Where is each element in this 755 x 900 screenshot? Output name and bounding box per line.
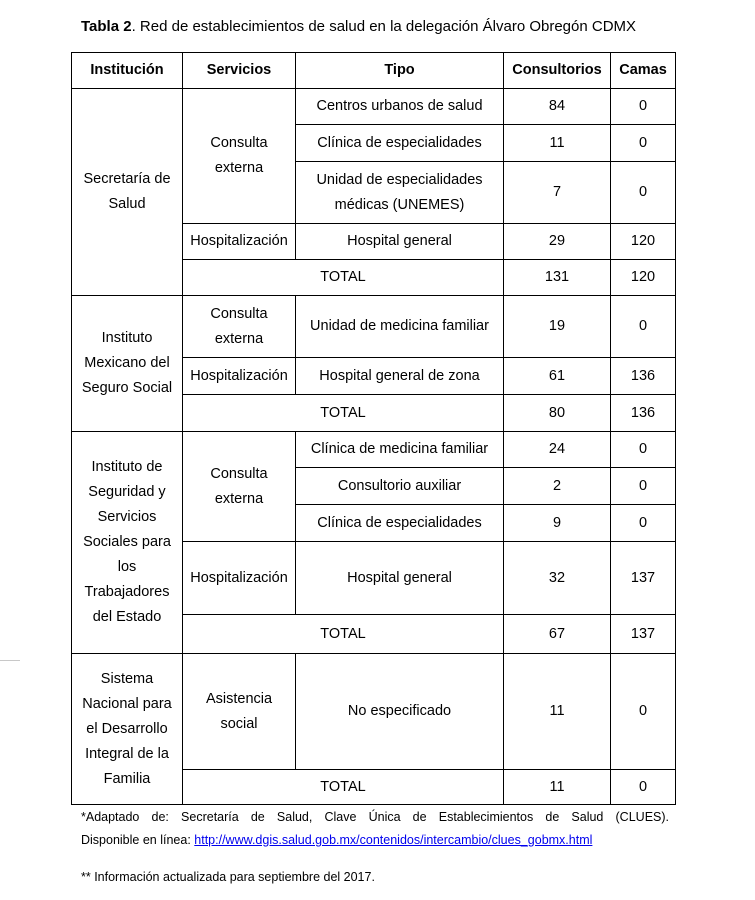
total-label: TOTAL [183,395,504,432]
institution-cell: Secretaría de Salud [72,89,183,296]
header-row [72,53,676,89]
consultorios-cell: 11 [504,125,611,162]
consultorios-cell: 7 [504,162,611,224]
camas-cell: 0 [611,432,676,468]
total-label: TOTAL [183,770,504,805]
update-footnote: ** Información actualizada para septiembre del 2017. [81,870,375,884]
tipo-cell: Consultorio auxiliar [296,468,504,505]
tipo-cell: Hospital general [296,542,504,615]
consultorios-cell: 9 [504,505,611,542]
service-cell: Consulta externa [183,432,296,542]
health-facilities-table [71,52,676,805]
table-row [72,89,676,125]
camas-cell: 0 [611,296,676,358]
header-servicios: Servicios [183,53,296,89]
camas-cell: 0 [611,505,676,542]
tipo-cell: No especificado [296,654,504,770]
header-tipo: Tipo [296,53,504,89]
camas-cell: 137 [611,542,676,615]
camas-cell: 0 [611,89,676,125]
total-label: TOTAL [183,260,504,296]
institution-cell: Sistema Nacional para el Desarrollo Integral de la Familia [72,654,183,805]
service-cell: Asistencia social [183,654,296,770]
page-edge-mark [0,660,20,661]
clues-link[interactable]: http://www.dgis.salud.gob.mx/contenidos/intercambio/clues_gobmx.html [194,833,593,847]
consultorios-cell: 61 [504,358,611,395]
available-label: Disponible en línea: [81,833,195,847]
tipo-cell: Clínica de especialidades [296,505,504,542]
camas-cell: 0 [611,125,676,162]
header-consultorios: Consultorios [504,53,611,89]
caption-label: Tabla 2 [81,18,132,35]
table-row [72,432,676,468]
header-camas: Camas [611,53,676,89]
tipo-cell: Clínica de medicina familiar [296,432,504,468]
tipo-cell: Centros urbanos de salud [296,89,504,125]
source-footnote: *Adaptado de: Secretaría de Salud, Clave Única de Establecimientos de Salud (CLUES). [81,810,669,824]
consultorios-cell: 2 [504,468,611,505]
header-institucion: Institución [72,53,183,89]
camas-cell: 0 [611,468,676,505]
total-camas: 0 [611,770,676,805]
service-cell: Hospitalización [183,542,296,615]
institution-cell: Instituto Mexicano del Seguro Social [72,296,183,432]
total-camas: 137 [611,615,676,654]
total-label: TOTAL [183,615,504,654]
total-camas: 136 [611,395,676,432]
camas-cell: 120 [611,224,676,260]
total-consultorios: 80 [504,395,611,432]
camas-cell: 0 [611,654,676,770]
availability-footnote [81,829,592,851]
consultorios-cell: 19 [504,296,611,358]
consultorios-cell: 24 [504,432,611,468]
service-cell: Consulta externa [183,296,296,358]
total-consultorios: 131 [504,260,611,296]
tipo-cell: Hospital general [296,224,504,260]
total-consultorios: 11 [504,770,611,805]
tipo-cell: Clínica de especialidades [296,125,504,162]
total-camas: 120 [611,260,676,296]
table-caption [81,18,636,36]
camas-cell: 136 [611,358,676,395]
service-cell: Hospitalización [183,358,296,395]
camas-cell: 0 [611,162,676,224]
total-consultorios: 67 [504,615,611,654]
table-row [72,296,676,358]
consultorios-cell: 11 [504,654,611,770]
service-cell: Consulta externa [183,89,296,224]
tipo-cell: Unidad de medicina familiar [296,296,504,358]
consultorios-cell: 29 [504,224,611,260]
tipo-cell: Hospital general de zona [296,358,504,395]
table-row [72,654,676,770]
institution-cell: Instituto de Seguridad y Servicios Sociales para los Trabajadores del Estado [72,432,183,654]
service-cell: Hospitalización [183,224,296,260]
tipo-cell: Unidad de especialidades médicas (UNEMES) [296,162,504,224]
caption-text: . Red de establecimientos de salud en la delegación Álvaro Obregón CDMX [131,18,637,35]
consultorios-cell: 32 [504,542,611,615]
consultorios-cell: 84 [504,89,611,125]
